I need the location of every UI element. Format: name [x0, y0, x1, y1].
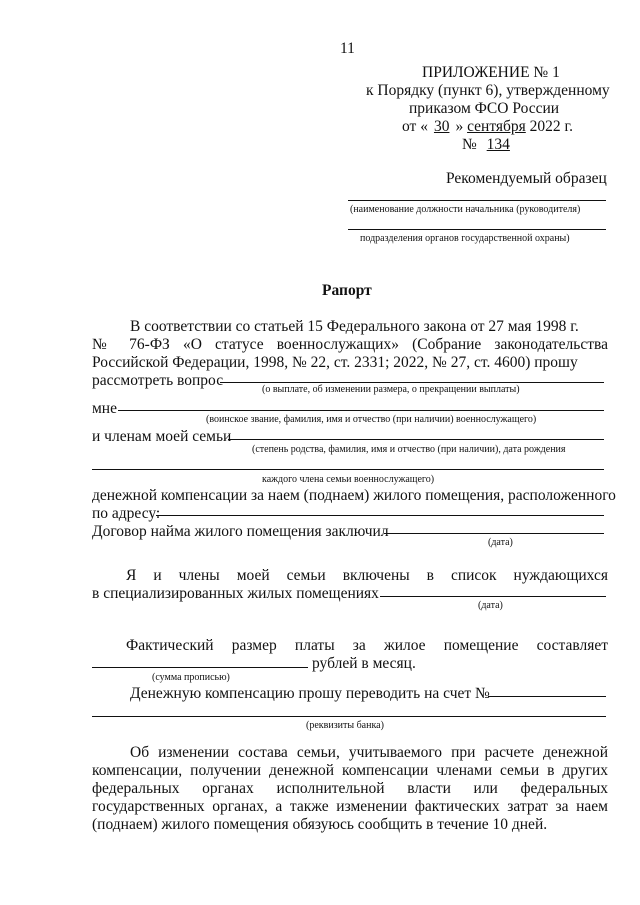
payment-hint: (сумма прописью) [152, 672, 230, 683]
list-date-field[interactable] [380, 596, 606, 597]
final-para-line5: (поднаем) жилого помещения обязуюсь сообщить в течение 10 дней. [92, 816, 548, 833]
bank-hint: (реквизиты банка) [306, 720, 384, 731]
compensation-line2: по адресу: [92, 505, 161, 522]
family-hint-1: (степень родства, фамилия, имя и отчество (при наличии), дата рождения [252, 444, 566, 455]
addressee-hint-2: подразделения органов государственной охраны) [360, 233, 570, 244]
account-field[interactable] [488, 696, 606, 697]
para1-line4: рассмотреть вопрос [92, 372, 224, 389]
appendix-line1: к Порядку (пункт 6), утвержденному [366, 82, 610, 99]
date-month: сентября [467, 118, 526, 135]
family-label: и членам моей семьи [92, 428, 232, 445]
address-field[interactable] [156, 515, 604, 516]
contract-date-hint: (дата) [488, 537, 513, 548]
final-para-line4: государственных органах, а также изменении фактических затрат за наем [92, 798, 608, 815]
contract-date-field[interactable] [384, 533, 604, 534]
contract-label: Договор найма жилого помещения заключил [92, 523, 389, 540]
addressee-line-1[interactable] [348, 200, 606, 201]
question-field[interactable] [220, 382, 604, 383]
addressee-line-2[interactable] [348, 229, 606, 230]
question-hint: (о выплате, об изменении размера, о прекращении выплаты) [262, 384, 520, 395]
family-field-1[interactable] [228, 439, 604, 440]
para1-line3: Российской Федерации, 1998, № 22, ст. 2331; 2022, № 27, ст. 4600) прошу [92, 354, 578, 371]
me-field[interactable] [118, 410, 604, 411]
appendix-date [402, 118, 573, 136]
payment-amount-field[interactable] [92, 667, 308, 668]
payment-para-line1: Фактический размер платы за жилое помещение составляет [126, 637, 608, 654]
number-value: 134 [486, 136, 510, 153]
number-prefix: № [462, 136, 477, 153]
list-date-hint: (дата) [478, 600, 503, 611]
family-hint-2: каждого члена семьи военнослужащего) [262, 474, 435, 485]
sample-label: Рекомендуемый образец [446, 170, 607, 187]
doc-title: Рапорт [322, 282, 372, 299]
bank-field[interactable] [92, 716, 606, 717]
family-field-2[interactable] [92, 469, 604, 470]
para1-line1: В соответствии со статьей 15 Федерального закона от 27 мая 1998 г. [130, 318, 579, 335]
date-year: 2022 г. [529, 118, 574, 135]
me-label: мне [92, 400, 117, 417]
payment-suffix: рублей в месяц. [312, 655, 416, 672]
date-day: 30 [433, 118, 450, 135]
date-mid: » [455, 118, 464, 135]
appendix-line2: приказом ФСО России [409, 100, 560, 117]
compensation-line1: денежной компенсации за наем (поднаем) жилого помещения, расположенного [92, 487, 616, 504]
transfer-label: Денежную компенсацию прошу переводить на счет № [130, 685, 490, 702]
list-para-line2: в специализированных жилых помещениях [92, 585, 379, 602]
list-para-line1: Я и члены моей семьи включены в список нуждающихся [126, 567, 608, 584]
date-prefix: от « [402, 118, 428, 135]
me-hint: (воинское звание, фамилия, имя и отчество (при наличии) военнослужащего) [206, 414, 537, 425]
para1-line2: № 76-ФЗ «О статусе военнослужащих» (Собрание законодательства [92, 336, 608, 353]
addressee-hint-1: (наименование должности начальника (руководителя) [350, 204, 581, 215]
final-para-line1: Об изменении состава семьи, учитываемого при расчете денежной [130, 744, 608, 761]
final-para-line3: федеральных органах исполнительной власти или федеральных [92, 780, 608, 797]
appendix-title: ПРИЛОЖЕНИЕ № 1 [422, 64, 560, 81]
appendix-number [462, 136, 516, 154]
final-para-line2: компенсации, получении денежной компенсации членами семьи в других [92, 762, 608, 779]
page-number: 11 [340, 40, 355, 57]
